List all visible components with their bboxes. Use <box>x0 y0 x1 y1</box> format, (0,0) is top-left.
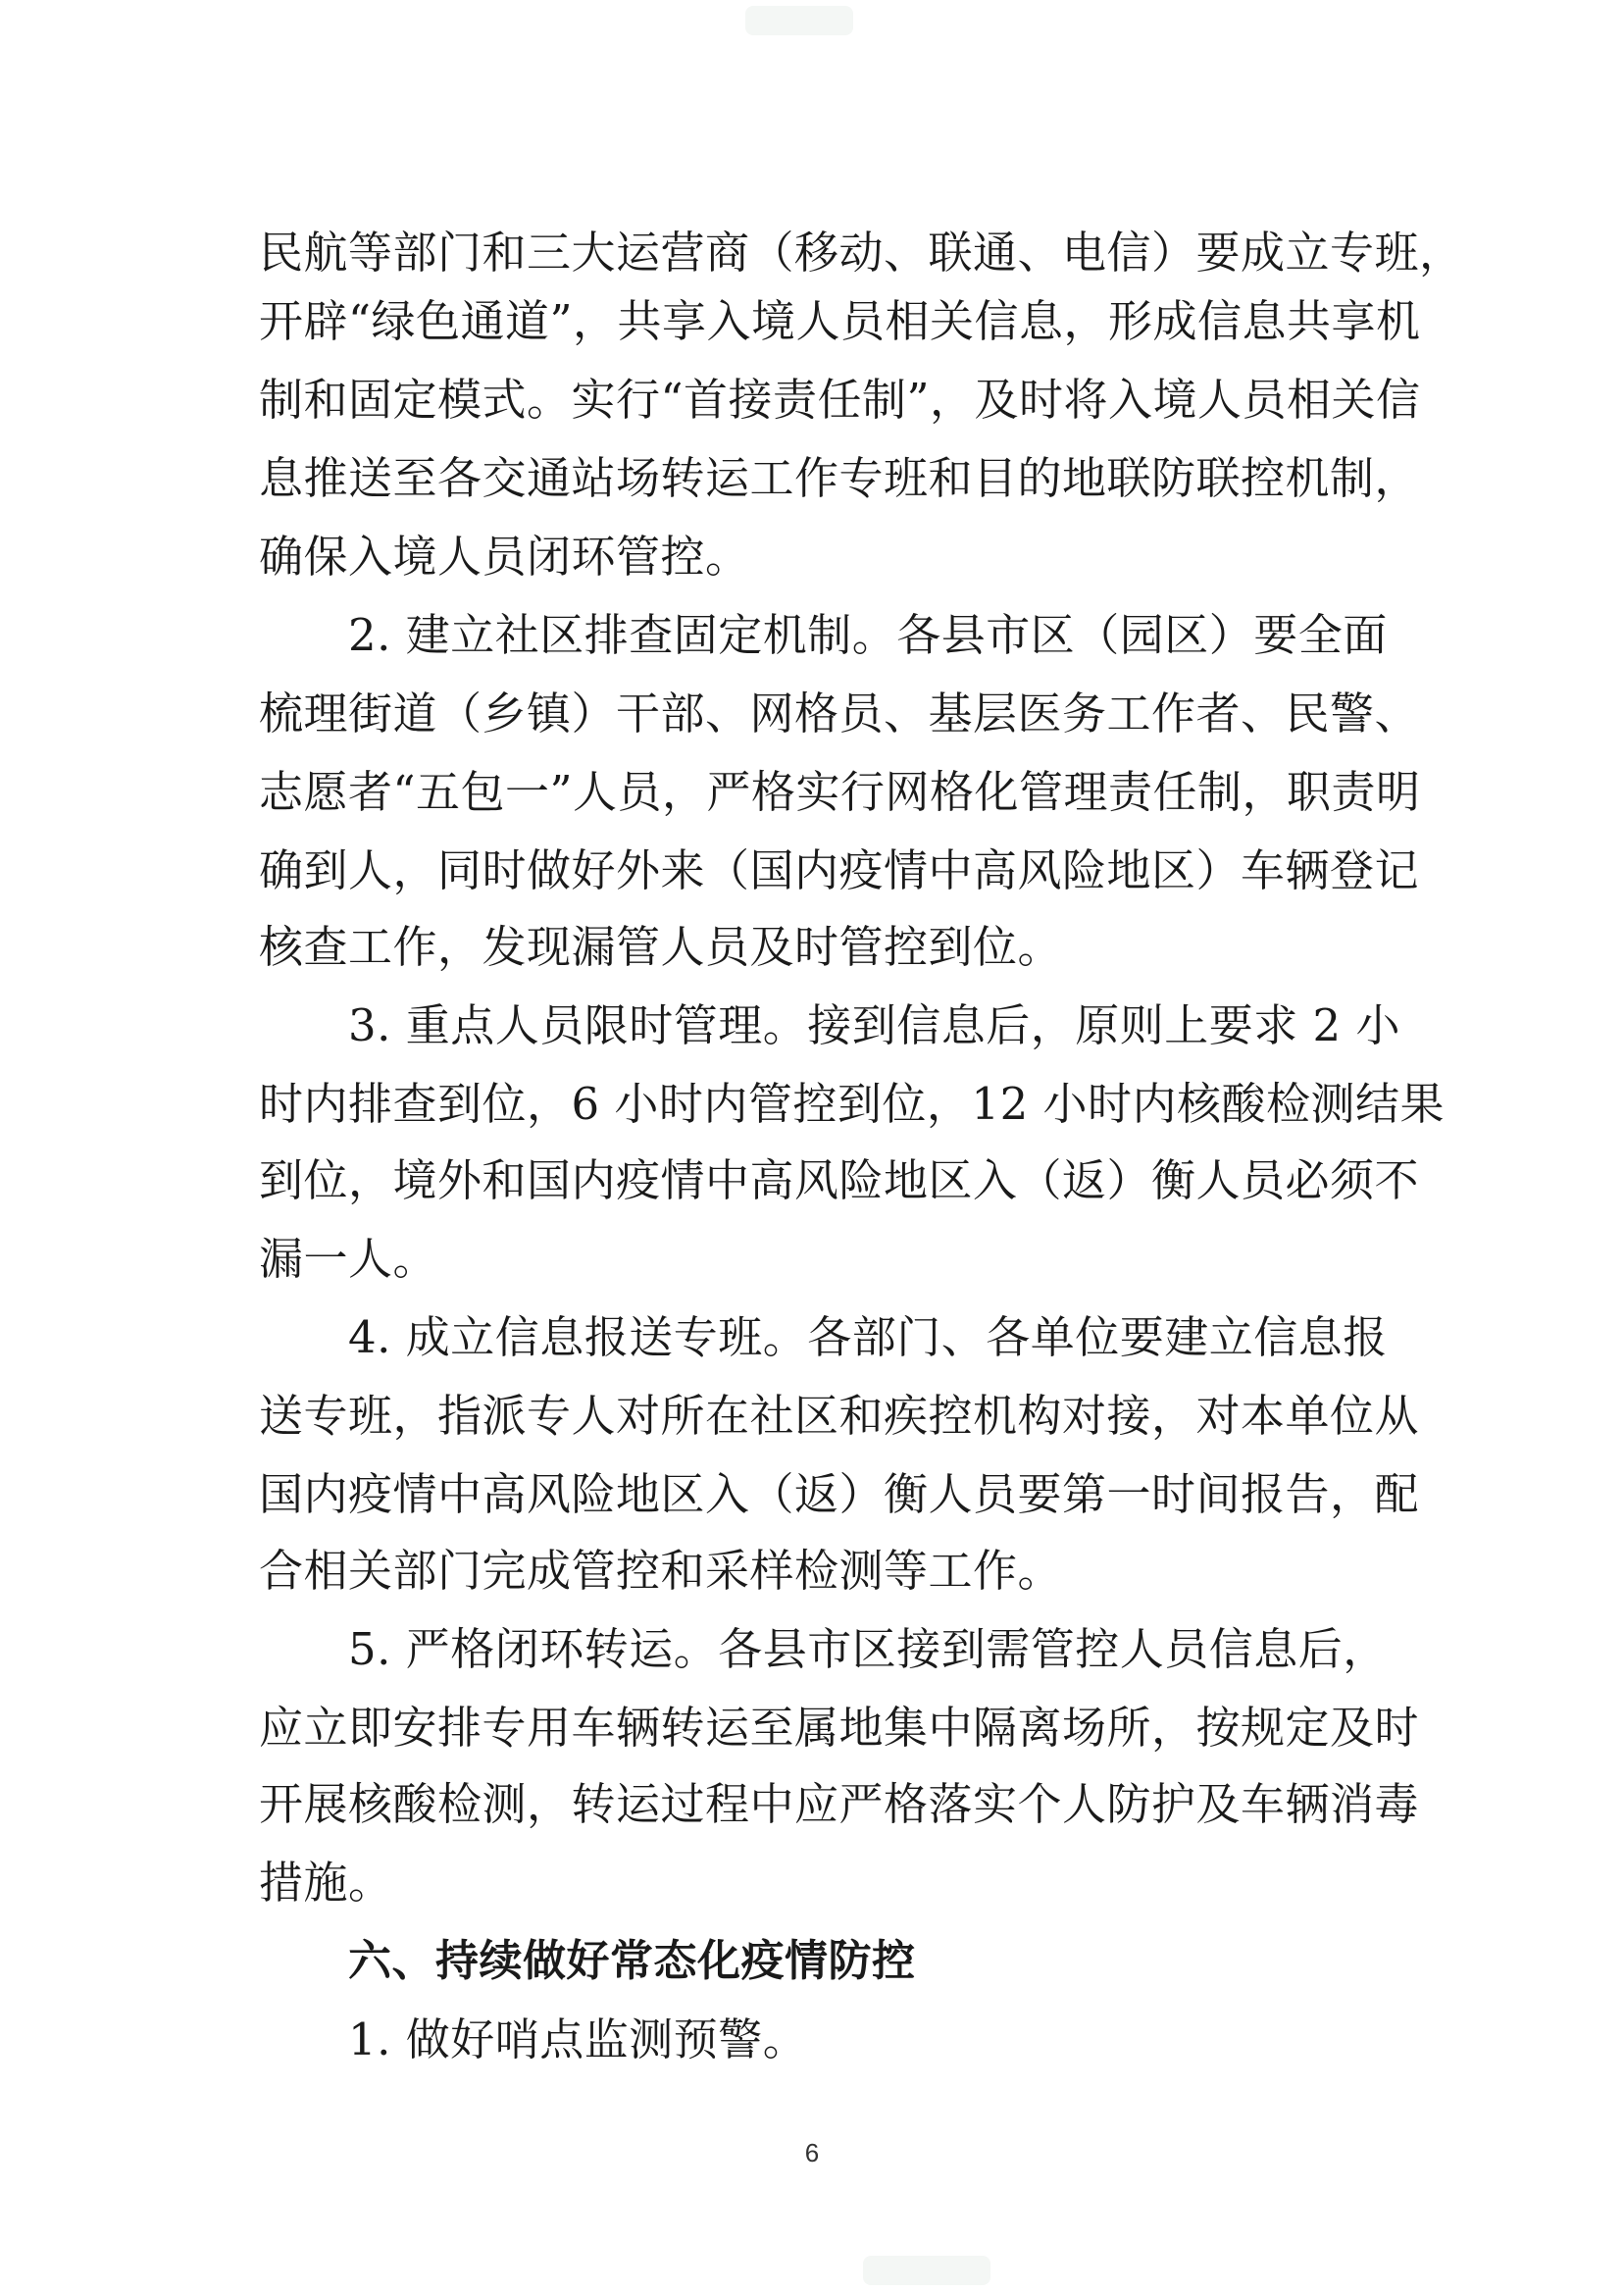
text-line: 到位，境外和国内疫情中高风险地区入（返）衡人员必须不 <box>259 1154 1420 1206</box>
text-line: 合相关部门完成管控和采样检测等工作。 <box>259 1545 1063 1597</box>
text-line: 时内排查到位，6 小时内管控到位，12 小时内核酸检测结果 <box>259 1078 1446 1130</box>
list-item-heading-5: 5. 严格闭环转运。各县市区接到需管控人员信息后， <box>348 1623 1388 1675</box>
text-line: 措施。 <box>259 1857 393 1909</box>
text-line: 核查工作，发现漏管人员及时管控到位。 <box>259 921 1063 973</box>
text-line: 开辟“绿色通道”，共享入境人员相关信息，形成信息共享机 <box>259 295 1421 347</box>
text-line: 息推送至各交通站场转运工作专班和目的地联防联控机制， <box>259 452 1420 504</box>
scan-artifact-top <box>745 6 853 35</box>
text-line: 梳理街道（乡镇）干部、网格员、基层医务工作者、民警、 <box>259 688 1420 739</box>
list-item-heading-3: 3. 重点人员限时管理。接到信息后，原则上要求 2 小 <box>348 999 1400 1051</box>
page-number: 6 <box>804 2138 820 2167</box>
section-heading: 六、持续做好常态化疫情防控 <box>348 1936 916 1986</box>
text-line: 民航等部门和三大运营商（移动、联通、电信）要成立专班， <box>259 227 1464 279</box>
text-line: 志愿者“五包一”人员，严格实行网格化管理责任制，职责明 <box>259 766 1421 818</box>
text-line: 确到人，同时做好外来（国内疫情中高风险地区）车辆登记 <box>259 844 1420 896</box>
text-line: 漏一人。 <box>259 1233 438 1285</box>
text-line: 送专班，指派专人对所在社区和疾控机构对接，对本单位从 <box>259 1390 1420 1442</box>
list-item-heading-4: 4. 成立信息报送专班。各部门、各单位要建立信息报 <box>348 1311 1388 1363</box>
text-line: 确保入境人员闭环管控。 <box>259 531 750 583</box>
text-line: 制和固定模式。实行“首接责任制”，及时将入境人员相关信 <box>259 374 1421 426</box>
list-item-heading-2: 2. 建立社区排查固定机制。各县市区（园区）要全面 <box>348 609 1388 661</box>
text-line: 应立即安排专用车辆转运至属地集中隔离场所，按规定及时 <box>259 1702 1420 1754</box>
scan-artifact-bottom <box>863 2256 990 2285</box>
text-line: 开展核酸检测，转运过程中应严格落实个人防护及车辆消毒 <box>259 1778 1420 1830</box>
text-line: 国内疫情中高风险地区入（返）衡人员要第一时间报告，配 <box>259 1468 1420 1520</box>
list-item-heading-1: 1. 做好哨点监测预警。 <box>348 2013 808 2065</box>
